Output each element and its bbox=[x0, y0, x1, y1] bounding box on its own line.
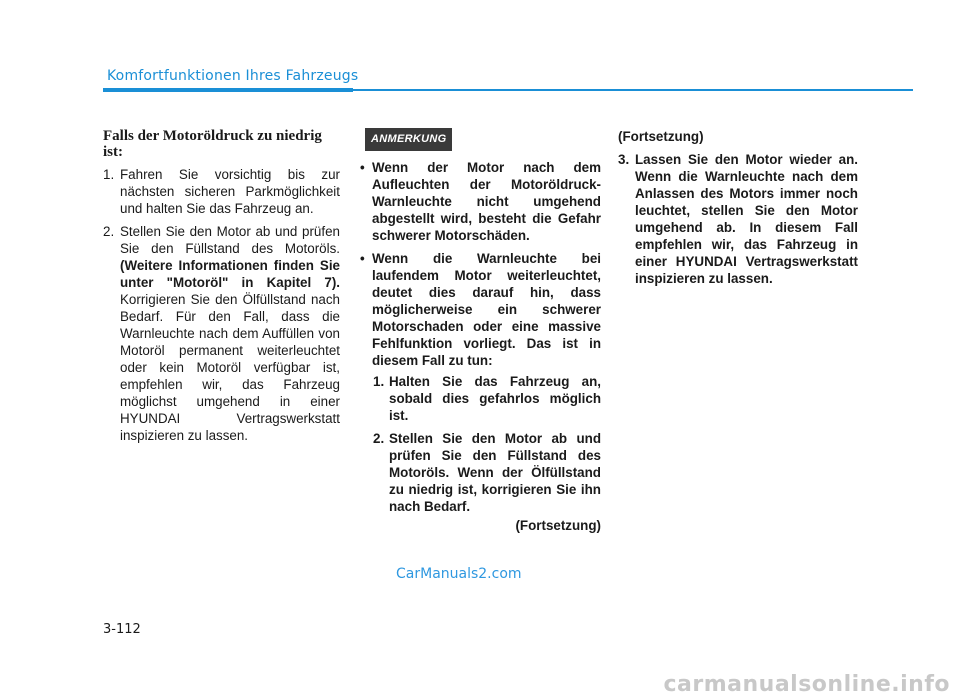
bullet-item bbox=[357, 250, 601, 369]
column-left bbox=[103, 128, 340, 450]
header-rule-thick bbox=[103, 88, 353, 92]
section-heading: Falls der Motoröldruck zu niedrig ist: bbox=[103, 128, 322, 160]
bullet-icon: • bbox=[360, 160, 365, 175]
list-number: 2. bbox=[373, 431, 385, 446]
list-text: Fahren Sie vorsichtig bis zur nächsten sicheren Parkmöglichkeit und halten Sie das Fahrzeug an. bbox=[120, 167, 340, 216]
list-text: Stellen Sie den Motor ab und prüfen Sie den Füllstand des Motoröls. Wenn der Ölfüllstand zu niedrig ist, korrigieren Sie ihn nach Bedarf. bbox=[389, 431, 601, 514]
list-number: 2. bbox=[103, 224, 115, 239]
note-badge: ANMERKUNG bbox=[365, 128, 452, 151]
list-number: 1. bbox=[103, 167, 115, 182]
column-middle bbox=[357, 128, 601, 534]
list-text: Korrigieren Sie den Ölfüllstand nach Bedarf. Für den Fall, dass die Warnleuchte nach dem Auffüllen von Motoröl permanent weiterleuchtet oder kein Motoröl verfügbar ist, empfehlen wir, das Fahrzeug möglichst umgehend in einer HYUNDAI Vertragswerkstatt inspizieren zu lassen. bbox=[120, 292, 340, 443]
bullet-text: Wenn der Motor nach dem Aufleuchten der Motoröldruck-Warnleuchte nicht umgehend abgestellt wird, besteht die Gefahr schwerer Motorschäden. bbox=[372, 160, 601, 243]
list-text-reference: (Weitere Informationen finden Sie unter "Motoröl" in Kapitel 7). bbox=[120, 258, 340, 290]
sub-list-item bbox=[357, 430, 601, 515]
continued-label: (Fortsetzung) bbox=[515, 518, 601, 533]
list-text: Lassen Sie den Motor wieder an. Wenn die Warnleuchte nach dem Anlassen des Motors immer noch leuchtet, stellen Sie den Motor umgehend ab. In diesem Fall empfehlen wir, das Fahrzeug in einer HYUNDAI Vertragswerkstatt inspizieren zu lassen. bbox=[635, 152, 858, 286]
watermark-link[interactable]: CarManuals2.com bbox=[396, 566, 522, 582]
list-text: Halten Sie das Fahrzeug an, sobald dies gefahrlos möglich ist. bbox=[389, 374, 601, 423]
list-number: 3. bbox=[618, 152, 630, 167]
list-item bbox=[103, 166, 340, 217]
page-number: 3-112 bbox=[103, 622, 141, 637]
header-rule-thin bbox=[353, 89, 913, 91]
bullet-icon: • bbox=[360, 251, 365, 266]
list-number: 1. bbox=[373, 374, 385, 389]
column-right bbox=[618, 128, 858, 287]
section-title: Komfortfunktionen Ihres Fahrzeugs bbox=[107, 68, 359, 84]
watermark-corner: carmanualsonline.info bbox=[663, 672, 950, 697]
bullet-item bbox=[357, 159, 601, 244]
continued-label: (Fortsetzung) bbox=[618, 129, 704, 144]
list-text: Stellen Sie den Motor ab und prüfen Sie den Füllstand des Motoröls. bbox=[120, 224, 340, 256]
bullet-text: Wenn die Warnleuchte bei laufendem Motor weiterleuchtet, deutet dies darauf hin, dass möglicherweise ein schwerer Motorschaden oder eine massive Fehlfunktion vorliegt. Das ist in diesem Fall zu tun: bbox=[372, 251, 601, 368]
list-item bbox=[618, 151, 858, 287]
sub-list-item bbox=[357, 373, 601, 424]
list-item bbox=[103, 223, 340, 444]
